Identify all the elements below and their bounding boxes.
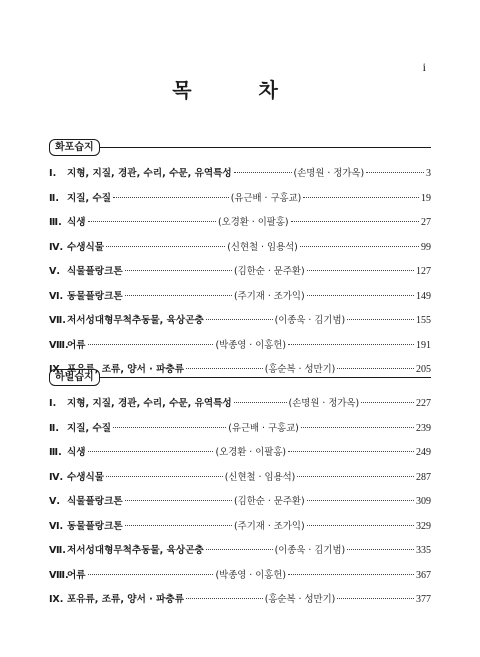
- chapter-page: 191: [416, 339, 432, 351]
- chapter-authors: (손명원 · 정가옥): [288, 398, 360, 409]
- chapter-title: 지형, 지질, 경관, 수리, 수문, 유역특성: [67, 168, 232, 179]
- toc-entry[interactable]: [49, 214, 431, 239]
- chapter-title: 식생: [67, 217, 86, 228]
- toc-entry[interactable]: [49, 239, 431, 264]
- chapter-title: 식물플랑크톤: [67, 266, 123, 277]
- chapter-number: Ⅶ.: [49, 315, 66, 326]
- toc-entry[interactable]: [49, 493, 431, 518]
- toc-entry[interactable]: [49, 190, 431, 215]
- chapter-number: Ⅸ.: [49, 594, 64, 605]
- chapter-authors: (이종욱 · 김기범): [274, 315, 346, 326]
- dot-leader: [88, 451, 214, 452]
- chapter-number: Ⅲ.: [49, 217, 62, 228]
- dot-leader: [300, 246, 419, 247]
- dot-leader: [347, 549, 414, 550]
- page-title: 목 차: [172, 78, 308, 102]
- dot-leader: [125, 295, 232, 296]
- toc-entry[interactable]: [49, 420, 431, 445]
- chapter-page: 377: [416, 594, 432, 605]
- chapter-authors: (홍순복 · 성만기): [264, 594, 336, 605]
- dot-leader: [307, 525, 414, 526]
- dot-leader: [206, 549, 273, 550]
- chapter-number: Ⅵ.: [49, 520, 64, 532]
- dot-leader: [291, 221, 419, 222]
- dot-leader: [307, 295, 414, 296]
- chapter-number: Ⅱ.: [49, 192, 59, 204]
- chapter-title: 어류: [67, 339, 86, 351]
- dot-leader: [113, 427, 226, 428]
- dot-leader: [288, 344, 414, 345]
- chapter-title: 수생식물: [67, 241, 105, 253]
- toc-entry[interactable]: [49, 263, 431, 288]
- chapter-page: 239: [416, 422, 431, 434]
- dot-leader: [106, 246, 225, 247]
- toc-entry[interactable]: [49, 444, 431, 469]
- dot-leader: [234, 172, 292, 173]
- dot-leader: [301, 427, 414, 428]
- dot-leader: [88, 344, 214, 345]
- dot-leader: [186, 598, 263, 599]
- toc-entry[interactable]: [49, 395, 431, 420]
- dot-leader: [297, 476, 414, 477]
- dot-leader: [88, 221, 216, 222]
- chapter-page: 27: [421, 217, 432, 228]
- section-divider: [100, 147, 431, 148]
- chapter-page: 205: [416, 364, 432, 375]
- chapter-title: 어류: [67, 569, 86, 581]
- chapter-authors: (박종영 · 이홍헌): [215, 569, 287, 581]
- chapter-number: Ⅴ.: [49, 496, 61, 507]
- chapter-page: 155: [416, 315, 432, 326]
- chapter-authors: (김한순 · 문주환): [234, 266, 305, 277]
- chapter-number: Ⅳ.: [49, 241, 64, 253]
- section-hwapo: [49, 138, 431, 386]
- chapter-number: Ⅷ.: [49, 569, 69, 581]
- chapter-page: 249: [416, 447, 432, 458]
- chapter-page: 99: [421, 241, 432, 253]
- dot-leader: [113, 197, 229, 198]
- chapter-number: Ⅲ.: [49, 447, 62, 458]
- dot-leader: [307, 500, 414, 501]
- dot-leader: [307, 270, 414, 271]
- chapter-authors: (유근배 · 구홍교): [228, 422, 299, 434]
- chapter-authors: (이종욱 · 김기범): [274, 545, 346, 556]
- chapter-page: 3: [426, 168, 432, 179]
- page-number: i: [422, 60, 426, 74]
- chapter-title: 저서성대형무척추동물, 육상곤충: [67, 545, 204, 556]
- chapter-authors: (주기재 · 조가익): [234, 290, 305, 302]
- section-label: 화포습지: [49, 139, 100, 156]
- dot-leader: [303, 197, 419, 198]
- chapter-page: 227: [416, 398, 432, 409]
- section-header: [49, 368, 431, 386]
- chapter-authors: (김한순 · 문주환): [234, 496, 305, 507]
- chapter-title: 동물플랑크톤: [67, 290, 123, 302]
- chapter-authors: (신현철 · 임용석): [227, 241, 298, 253]
- toc-entry[interactable]: [49, 312, 431, 337]
- toc-entry[interactable]: [49, 337, 431, 362]
- toc-entry[interactable]: [49, 591, 431, 616]
- chapter-authors: (유근배 · 구홍교): [230, 192, 302, 204]
- chapter-title: 포유류, 조류, 양서 · 파충류: [67, 364, 184, 375]
- dot-leader: [125, 525, 232, 526]
- chapter-title: 지질, 수질: [67, 192, 112, 204]
- dot-leader: [366, 172, 424, 173]
- chapter-number: Ⅷ.: [49, 339, 69, 351]
- chapter-number: Ⅱ.: [49, 422, 59, 434]
- chapter-page: 335: [416, 545, 432, 556]
- chapter-page: 367: [416, 569, 432, 581]
- chapter-number: Ⅸ.: [49, 364, 64, 375]
- dot-leader: [106, 476, 223, 477]
- chapter-authors: (박종영 · 이홍헌): [215, 339, 287, 351]
- dot-leader: [288, 451, 414, 452]
- chapter-page: 287: [416, 471, 432, 483]
- chapter-page: 149: [416, 290, 432, 302]
- section-habeol: [49, 368, 431, 616]
- chapter-title: 지질, 수질: [67, 422, 112, 434]
- chapter-page: 19: [421, 192, 431, 204]
- dot-leader: [361, 402, 414, 403]
- chapter-number: Ⅵ.: [49, 290, 64, 302]
- dot-leader: [206, 319, 273, 320]
- dot-leader: [337, 598, 414, 599]
- toc-entry[interactable]: [49, 288, 431, 313]
- chapter-page: 309: [416, 496, 432, 507]
- chapter-number: Ⅰ.: [49, 168, 57, 179]
- chapter-page: 329: [416, 520, 432, 532]
- chapter-title: 식생: [67, 447, 86, 458]
- dot-leader: [347, 319, 414, 320]
- chapter-authors: (오경환 · 이팔홍): [217, 217, 289, 228]
- chapter-authors: (홍순복 · 성만기): [264, 364, 336, 375]
- toc-entry[interactable]: [49, 469, 431, 494]
- section-label: 하벌습지: [49, 369, 100, 386]
- dot-leader: [125, 270, 232, 271]
- chapter-title: 지형, 지질, 경관, 수리, 수문, 유역특성: [67, 398, 232, 409]
- toc-entry[interactable]: [49, 518, 431, 543]
- chapter-page: 127: [416, 266, 432, 277]
- chapter-title: 식물플랑크톤: [67, 496, 123, 507]
- chapter-authors: (오경환 · 이팔홍): [215, 447, 287, 458]
- chapter-title: 포유류, 조류, 양서 · 파충류: [67, 594, 184, 605]
- chapter-number: Ⅶ.: [49, 545, 66, 556]
- chapter-number: Ⅴ.: [49, 266, 61, 277]
- dot-leader: [234, 402, 287, 403]
- chapter-title: 저서성대형무척추동물, 육상곤충: [67, 315, 204, 326]
- chapter-number: Ⅰ.: [49, 398, 57, 409]
- toc-list: [49, 165, 431, 386]
- toc-entry[interactable]: [49, 567, 431, 592]
- chapter-number: Ⅳ.: [49, 471, 64, 483]
- chapter-authors: (손명원 · 정가옥): [293, 168, 365, 179]
- dot-leader: [288, 574, 414, 575]
- section-header: [49, 138, 431, 156]
- dot-leader: [88, 574, 214, 575]
- chapter-title: 수생식물: [67, 471, 105, 483]
- section-divider: [100, 377, 431, 378]
- dot-leader: [125, 500, 232, 501]
- chapter-authors: (주기재 · 조가익): [234, 520, 305, 532]
- chapter-authors: (신현철 · 임용석): [224, 471, 296, 483]
- toc-entry[interactable]: [49, 542, 431, 567]
- toc-list: [49, 395, 431, 616]
- chapter-title: 동물플랑크톤: [67, 520, 123, 532]
- toc-entry[interactable]: [49, 165, 431, 190]
